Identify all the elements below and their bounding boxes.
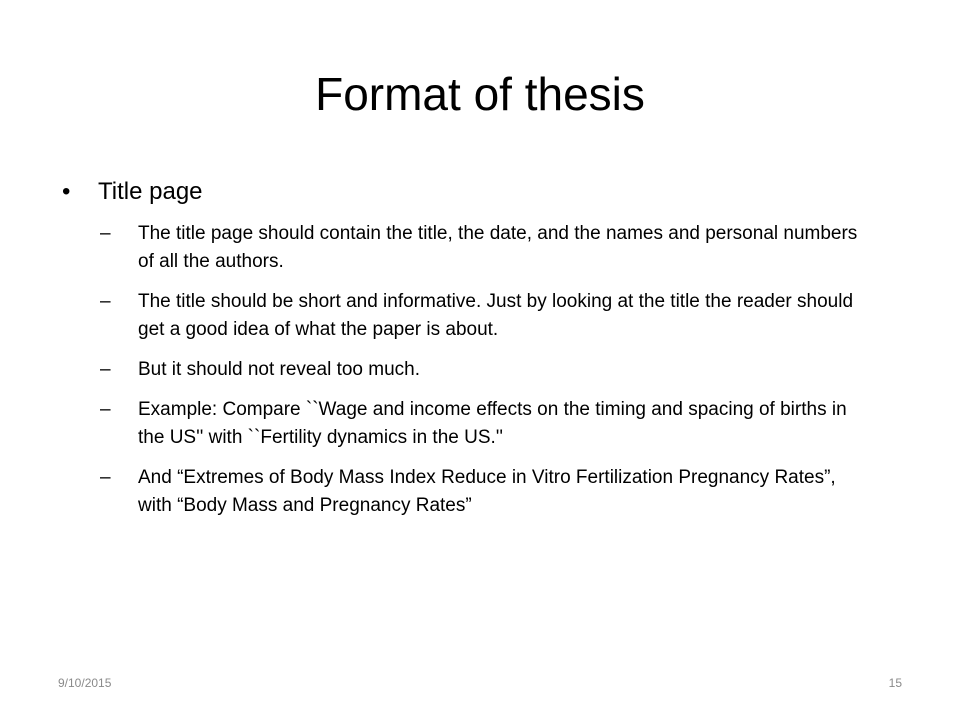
sub-bullet-text: Example: Compare ``Wage and income effects on the timing and spacing of births in the US'' with ``Fertility dynamics in the US.'': [138, 399, 847, 448]
sub-bullet-marker: –: [100, 291, 111, 312]
slide-content: [62, 174, 862, 532]
sub-bullet-item: [62, 356, 862, 384]
sub-bullet-text: And “Extremes of Body Mass Index Reduce in Vitro Fertilization Pregnancy Rates”, with “Body Mass and Pregnancy Rates”: [138, 467, 836, 516]
sub-bullet-marker: –: [100, 223, 111, 244]
sub-bullet-text: The title page should contain the title, the date, and the names and personal numbers of all the authors.: [138, 223, 858, 272]
sub-bullet-item: [62, 464, 862, 520]
sub-bullet-list: [62, 220, 862, 520]
bullet-text: Title page: [98, 178, 203, 205]
sub-bullet-marker: –: [100, 399, 111, 420]
footer-date: 9/10/2015: [58, 676, 112, 690]
bullet-title-page: [62, 174, 862, 210]
sub-bullet-marker: –: [100, 467, 111, 488]
sub-bullet-item: [62, 220, 862, 276]
bullet-marker: •: [62, 178, 71, 205]
sub-bullet-item: [62, 396, 862, 452]
sub-bullet-marker: –: [100, 359, 111, 380]
footer-page-number: 15: [888, 676, 902, 690]
sub-bullet-text: The title should be short and informative. Just by looking at the title the reader should get a good idea of what the paper is about.: [138, 291, 854, 340]
sub-bullet-text: But it should not reveal too much.: [138, 359, 420, 380]
slide-title: Format of thesis: [315, 68, 645, 120]
sub-bullet-item: [62, 288, 862, 344]
